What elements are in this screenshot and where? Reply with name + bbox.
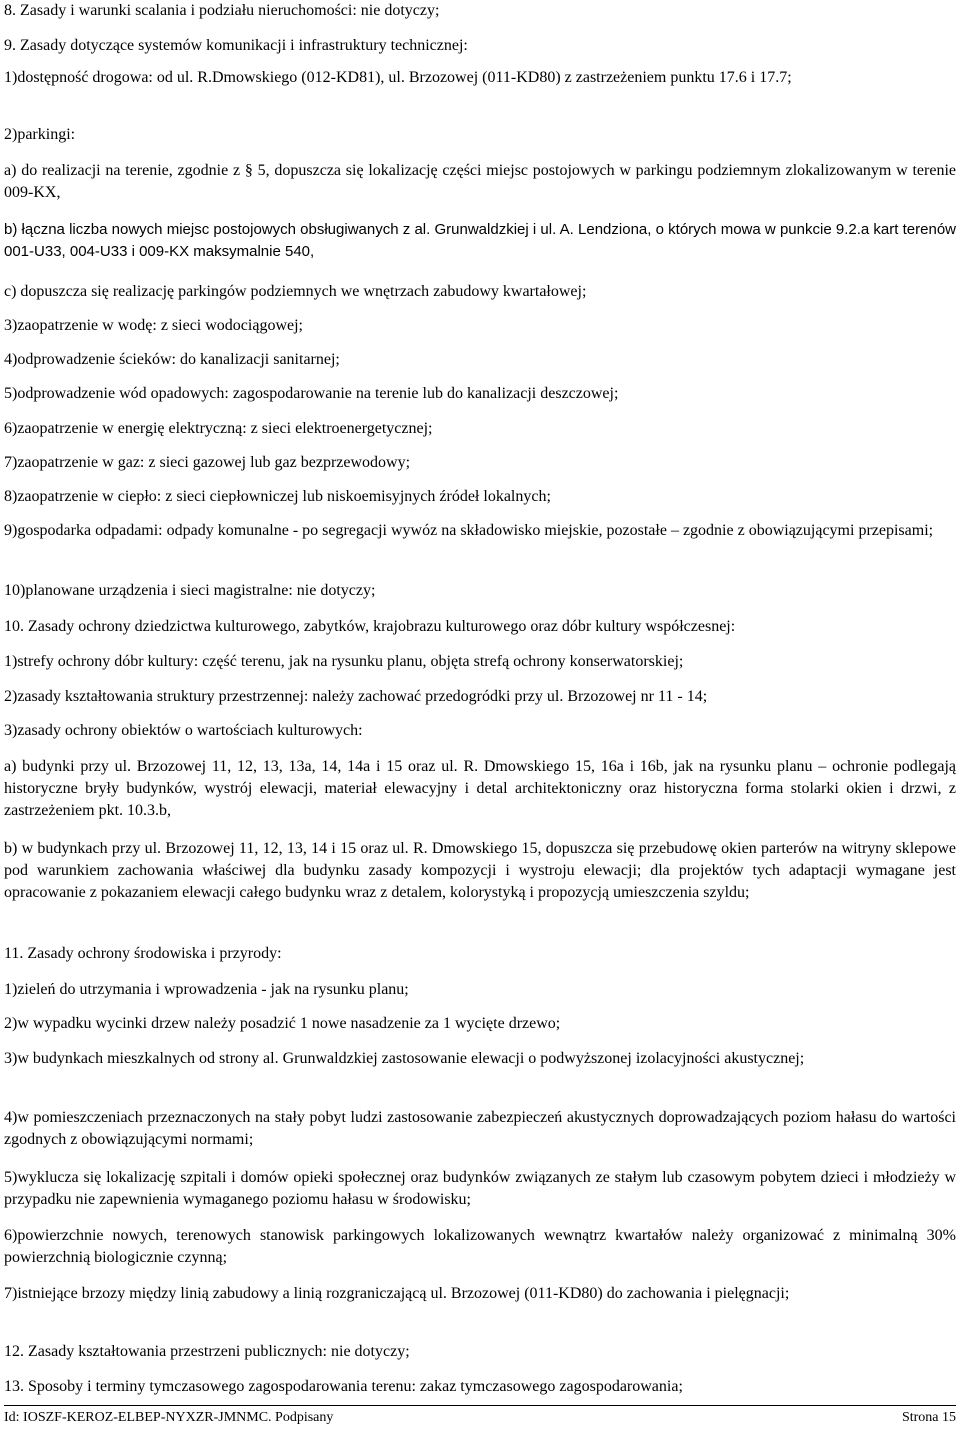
section-10-heading: 10. Zasady ochrony dziedzictwa kulturowego, zabytków, krajobrazu kulturowego oraz dóbr kultury współczesnej: — [4, 618, 736, 635]
item-9-8: 8)zaopatrzenie w ciepło: z sieci ciepłowniczej lub niskoemisyjnych źródeł lokalnych; — [4, 488, 551, 505]
section-11-heading: 11. Zasady ochrony środowiska i przyrody: — [4, 945, 282, 962]
item-10-3-a: a) budynki przy ul. Brzozowej 11, 12, 13, 13a, 14, 14a i 15 oraz ul. R. Dmowskiego 15, 16a i 16b, jak na rysunku planu – ochronie podlegają historyczne bryły budynków, wystrój elewacji, materiał elewacyjny i detal architektoniczny oraz historyczna forma stolarki okien i drzwi, z zastrzeżeniem pkt. 10.3.b, — [4, 758, 956, 819]
item-10-3-b: b) w budynkach przy ul. Brzozowej 11, 12, 13, 14 i 15 oraz ul. R. Dmowskiego 15, dopuszcza się przebudowę okien parterów na witryny sklepowe pod warunkiem zachowania właściwej dla budynku zasady kompozycji i wystroju elewacji; dla projektów tych adaptacji wymagane jest opracowanie z pokazaniem elewacji całego budynku wraz z detalem, kolorystyką i propozycją umieszczenia szyldu; — [4, 840, 956, 901]
item-11-5: 5)wyklucza się lokalizację szpitali i domów opieki społecznej oraz budynków związanych ze stałym lub czasowym pobytem dzieci i młodzieży w przypadku nie zapewnienia wymaganego poziomu hałasu w środowisku; — [4, 1169, 956, 1208]
section-12: 12. Zasady kształtowania przestrzeni publicznych: nie dotyczy; — [4, 1343, 410, 1360]
item-11-3: 3)w budynkach mieszkalnych od strony al. Grunwaldzkiej zastosowanie elewacji o podwyższonej izolacyjności akustycznej; — [4, 1050, 805, 1067]
item-9-9: 9)gospodarka odpadami: odpady komunalne - po segregacji wywóz na składowisko miejskie, pozostałe – zgodnie z obowiązującymi przepisami; — [4, 522, 934, 539]
item-9-7: 7)zaopatrzenie w gaz: z sieci gazowej lub gaz bezprzewodowy; — [4, 454, 411, 471]
item-9-3: 3)zaopatrzenie w wodę: z sieci wodociągowej; — [4, 317, 303, 334]
item-9-2-c: c) dopuszcza się realizację parkingów podziemnych we wnętrzach zabudowy kwartałowej; — [4, 283, 587, 300]
item-9-2-a: a) do realizacji na terenie, zgodnie z § 5, dopuszcza się lokalizację części miejsc postojowych w parkingu podziemnym zlokalizowanym w terenie 009-KX, — [4, 162, 956, 201]
item-9-4: 4)odprowadzenie ścieków: do kanalizacji sanitarnej; — [4, 351, 340, 368]
item-11-2: 2)w wypadku wycinki drzew należy posadzić 1 nowe nasadzenie za 1 wycięte drzewo; — [4, 1015, 561, 1032]
item-9-6: 6)zaopatrzenie w energię elektryczną: z sieci elektroenergetycznej; — [4, 420, 433, 437]
item-11-1: 1)zieleń do utrzymania i wprowadzenia - jak na rysunku planu; — [4, 981, 409, 998]
page-footer — [4, 1405, 956, 1432]
item-9-2-b: b) łączna liczba nowych miejsc postojowych obsługiwanych z al. Grunwaldzkiej i ul. A. Lendziona, o których mowa w punkcie 9.2.a kart terenów 001-U33, 004-U33 i 009-KX maksymalnie 540, — [4, 221, 956, 260]
section-8: 8. Zasady i warunki scalania i podziału nieruchomości: nie dotyczy; — [4, 2, 440, 19]
item-10-3: 3)zasady ochrony obiektów o wartościach kulturowych: — [4, 722, 363, 739]
item-11-4: 4)w pomieszczeniach przeznaczonych na stały pobyt ludzi zastosowanie zabezpieczeń akustycznych doprowadzających poziom hałasu do wartości zgodnych z obowiązującymi normami; — [4, 1109, 956, 1148]
item-11-7: 7)istniejące brzozy między linią zabudowy a linią rozgraniczającą ul. Brzozowej (011-KD80) do zachowania i pielęgnacji; — [4, 1285, 790, 1302]
item-11-6: 6)powierzchnie nowych, terenowych stanowisk parkingowych lokalizowanych wewnątrz kwartałów należy organizować z minimalną 30% powierzchnią biologicznie czynną; — [4, 1227, 956, 1266]
page-number: Strona 15 — [901, 1410, 956, 1425]
item-9-1: 1)dostępność drogowa: od ul. R.Dmowskiego (012-KD81), ul. Brzozowej (011-KD80) z zastrzeżeniem punktu 17.6 i 17.7; — [4, 69, 792, 86]
item-10-1: 1)strefy ochrony dóbr kultury: część terenu, jak na rysunku planu, objęta strefą ochrony konserwatorskiej; — [4, 653, 684, 670]
section-9-heading: 9. Zasady dotyczące systemów komunikacji i infrastruktury technicznej: — [4, 37, 468, 54]
item-9-10: 10)planowane urządzenia i sieci magistralne: nie dotyczy; — [4, 582, 376, 599]
section-13: 13. Sposoby i terminy tymczasowego zagospodarowania terenu: zakaz tymczasowego zagospodarowania; — [4, 1378, 683, 1395]
item-9-2: 2)parkingi: — [4, 126, 76, 143]
item-9-5: 5)odprowadzenie wód opadowych: zagospodarowanie na terenie lub do kanalizacji deszczowej; — [4, 385, 619, 402]
document-id: Id: IOSZF-KEROZ-ELBEP-NYXZR-JMNMC. Podpisany — [4, 1410, 334, 1425]
item-10-2: 2)zasady kształtowania struktury przestrzennej: należy zachować przedogródki przy ul. Brzozowej nr 11 - 14; — [4, 688, 708, 705]
